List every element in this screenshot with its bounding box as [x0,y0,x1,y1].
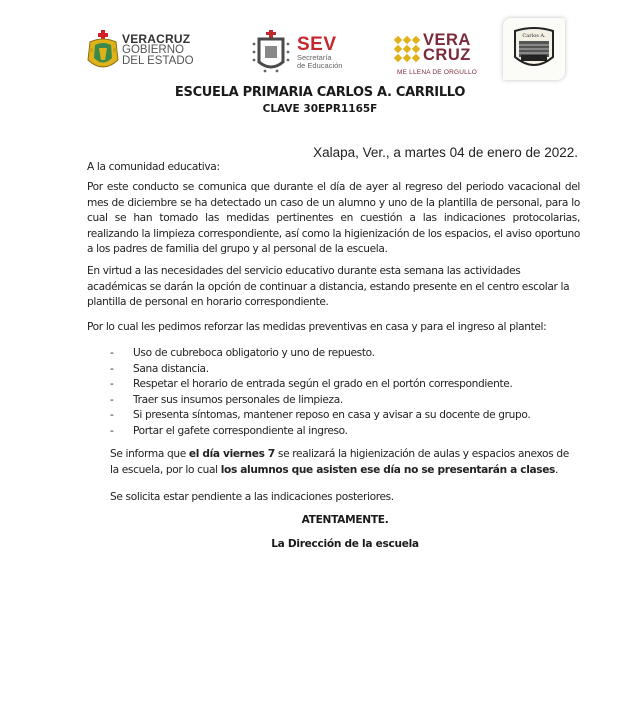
gobierno-line3: DEL ESTADO [122,55,194,67]
list-item-text: Respetar el horario de entrada según el grado en el portón correspondiente. [133,378,513,391]
list-item [110,346,530,362]
list-item [110,408,530,424]
paragraph-incident: Por este conducto se comunica que durante el día de ayer al regreso del periodo vacacional del mes de diciembre se ha detectado un caso de un alumno y uno de la plantilla de personal, para lo cual se han tomado las medidas pertinentes en cuestión a las indicaciones protocolarias, realizando la limpieza correspondiente, así como la higienización de los espacios, el aviso oportuno a los padres de familia del grupo y al personal de la escuela. [87,181,581,256]
sev-line2: de Educación [297,61,343,70]
paragraph-pending-instructions: Se solicita estar pendiente a las indicaciones posteriores. [110,491,394,503]
closing-atentamente: ATENTAMENTE. [301,514,389,526]
list-item-text: Traer sus insumos personales de limpieza. [133,393,343,406]
notice-no-classes-bold: los alumnos que asisten ese día no se presentarán a clases [220,463,556,476]
list-item-text: Sana distancia. [133,362,209,375]
gobierno-veracruz-logo [86,30,216,74]
list-item-text: Uso de cubreboca obligatorio y uno de repuesto. [133,347,375,359]
gobierno-line1: VERACRUZ [122,32,191,46]
sev-shield-icon [251,30,291,74]
sev-logo [251,30,376,74]
list-item-text: Si presenta síntomas, mantener reposo en casa y avisar a su docente de grupo. [133,409,531,422]
list-item [110,393,530,409]
list-item [110,424,530,440]
sev-line1: Secretaría [297,53,332,62]
list-item-text: Portar el gafete correspondiente al ingreso. [133,424,348,437]
list-bullet: - [110,362,114,375]
veracruz-brand-slogan: ME LLENA DE ORGULLO [397,69,478,76]
date-line: Xalapa, Ver., a martes 04 de enero de 2022. [313,145,578,160]
list-item [110,362,530,378]
sev-acronym: SEV [297,34,337,55]
list-bullet: - [110,409,114,422]
letterhead [0,0,640,80]
veracruz-brand-logo [393,33,483,81]
gobierno-line2: GOBIERNO [122,44,184,56]
veracruz-brand-line1: VERA [423,31,471,49]
list-bullet: - [110,393,114,406]
notice-text: Se informa que [110,448,189,460]
veracruz-coat-of-arms-icon [86,30,120,74]
notice-date-bold: el día viernes 7 [188,448,275,460]
notice-text: . [555,463,559,476]
paragraph-distance-activities: En virtud a las necesidades del servicio educativo durante esta semana las actividades académicas se darán la opción de continuar a distancia, estando presente en el centro escolar la plantilla de personal en horario correspondiente. [87,265,570,309]
signature-direccion: La Dirección de la escuela [271,538,419,550]
veracruz-pattern-icon [393,35,421,63]
greeting: A la comunidad educativa: [87,161,220,173]
list-item [110,377,530,393]
list-bullet: - [110,378,114,391]
school-name-heading: ESCUELA PRIMARIA CARLOS A. CARRILLO [174,85,466,100]
measures-list [110,346,530,440]
list-bullet: - [110,424,114,437]
list-bullet: - [110,347,114,359]
school-clave: CLAVE 30EPR1165F [262,103,378,115]
notice-text: se realizará la higienización de aulas y espacios anexos de la escuela, por lo cual [110,448,569,476]
paragraph-sanitization-notice [110,447,580,478]
veracruz-brand-line2: CRUZ [423,46,471,64]
paragraph-measures-intro: Por lo cual les pedimos reforzar las medidas preventivas en casa y para el ingreso al plantel: [87,321,547,333]
school-logo [503,18,565,80]
school-logo-label: Carlos A. [522,33,546,39]
